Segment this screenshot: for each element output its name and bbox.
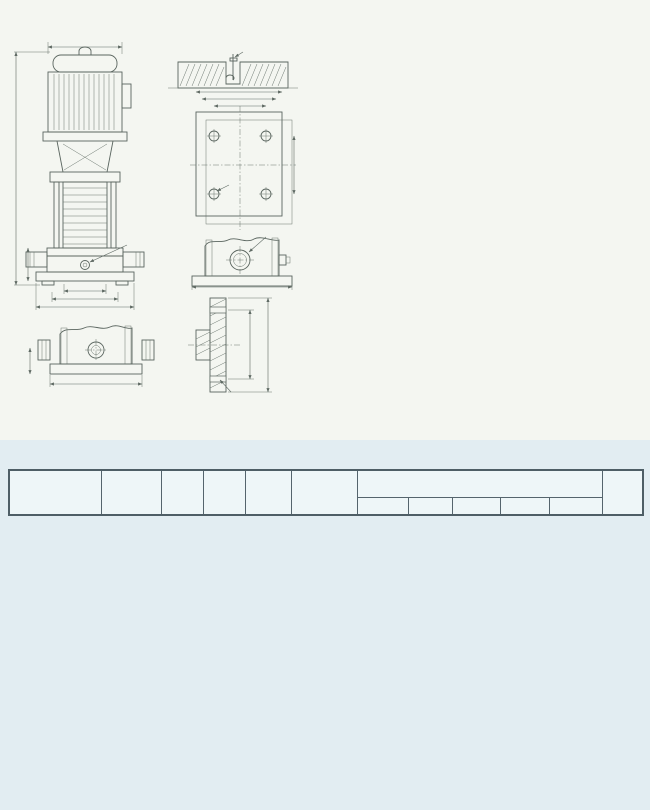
- col-header-install: [357, 470, 602, 498]
- col-header-ExE1: [549, 498, 602, 516]
- parameters-table: [8, 469, 644, 516]
- col-header-H: [357, 498, 408, 516]
- col-header-DxD1: [500, 498, 549, 516]
- col-header-CxC1: [452, 498, 500, 516]
- foundation-detail: [168, 52, 298, 88]
- col-header-flow: [101, 470, 161, 515]
- base-front-view: [30, 326, 154, 387]
- mounting-plate-detail: [190, 92, 296, 230]
- performance-chart: [300, 34, 650, 440]
- terminal-box: [122, 84, 131, 108]
- installation-drawing: [0, 34, 300, 440]
- col-header-motor: [291, 470, 357, 515]
- col-header-model: [9, 470, 101, 515]
- col-header-q24: [161, 470, 203, 515]
- col-header-B: [408, 498, 452, 516]
- gauge-port: [81, 261, 90, 270]
- flange-detail: [188, 298, 272, 392]
- section-title: [8, 444, 11, 462]
- bolt-hole: [210, 376, 226, 382]
- table-header: [9, 470, 643, 515]
- bolt-hole: [210, 307, 226, 313]
- col-header-q32: [203, 470, 245, 515]
- page-title: [8, 4, 12, 22]
- pump-front-view: [14, 42, 144, 310]
- table-section: [0, 440, 650, 810]
- col-header-weight: [602, 470, 643, 515]
- col-header-q36: [245, 470, 291, 515]
- base-port-view: [192, 237, 292, 290]
